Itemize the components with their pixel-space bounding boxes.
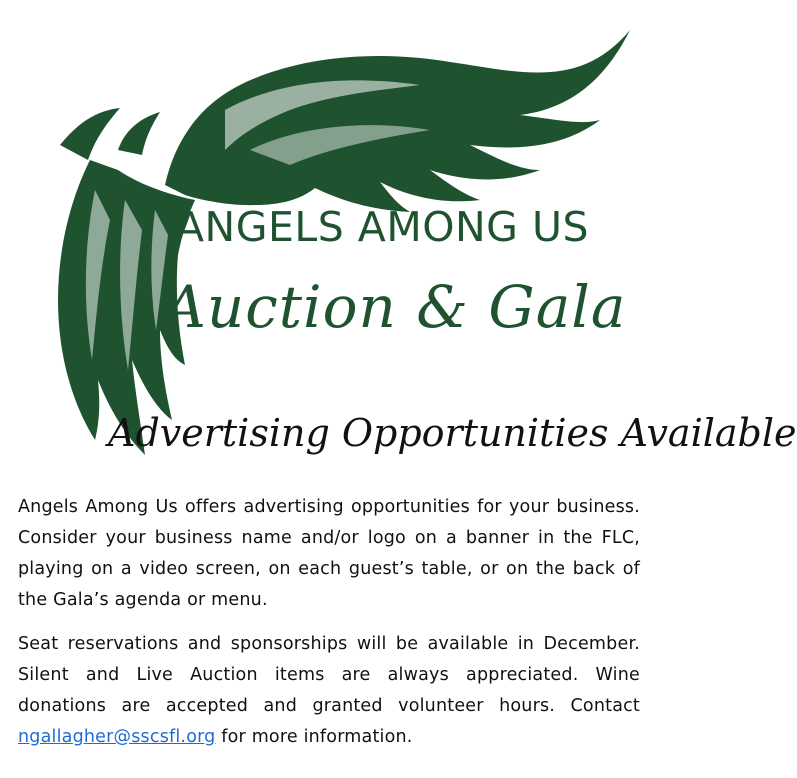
body-text	[18, 492, 640, 766]
contact-email-link[interactable]: ngallagher@sscsfl.org	[18, 727, 216, 747]
logo-title-main: ANGELS AMONG US	[176, 203, 589, 251]
paragraph-reservations-end: for more information.	[215, 727, 413, 747]
headline: Advertising Opportunities Available	[108, 411, 797, 455]
paragraph-reservations-text: Seat reservations and sponsorships will be available in December. Silent and Live Auction items are always appreciated. Wine donations are accepted and granted volunteer hours. Contact	[18, 634, 640, 716]
paragraph-reservations	[18, 629, 640, 753]
paragraph-advertising: Angels Among Us offers advertising opportunities for your business. Consider your business name and/or logo on a banner in the FLC, playing on a video screen, on each guest’s table, or on the back of the Gala’s agenda or menu.	[18, 497, 640, 610]
logo-title-sub: Auction & Gala	[164, 273, 627, 341]
